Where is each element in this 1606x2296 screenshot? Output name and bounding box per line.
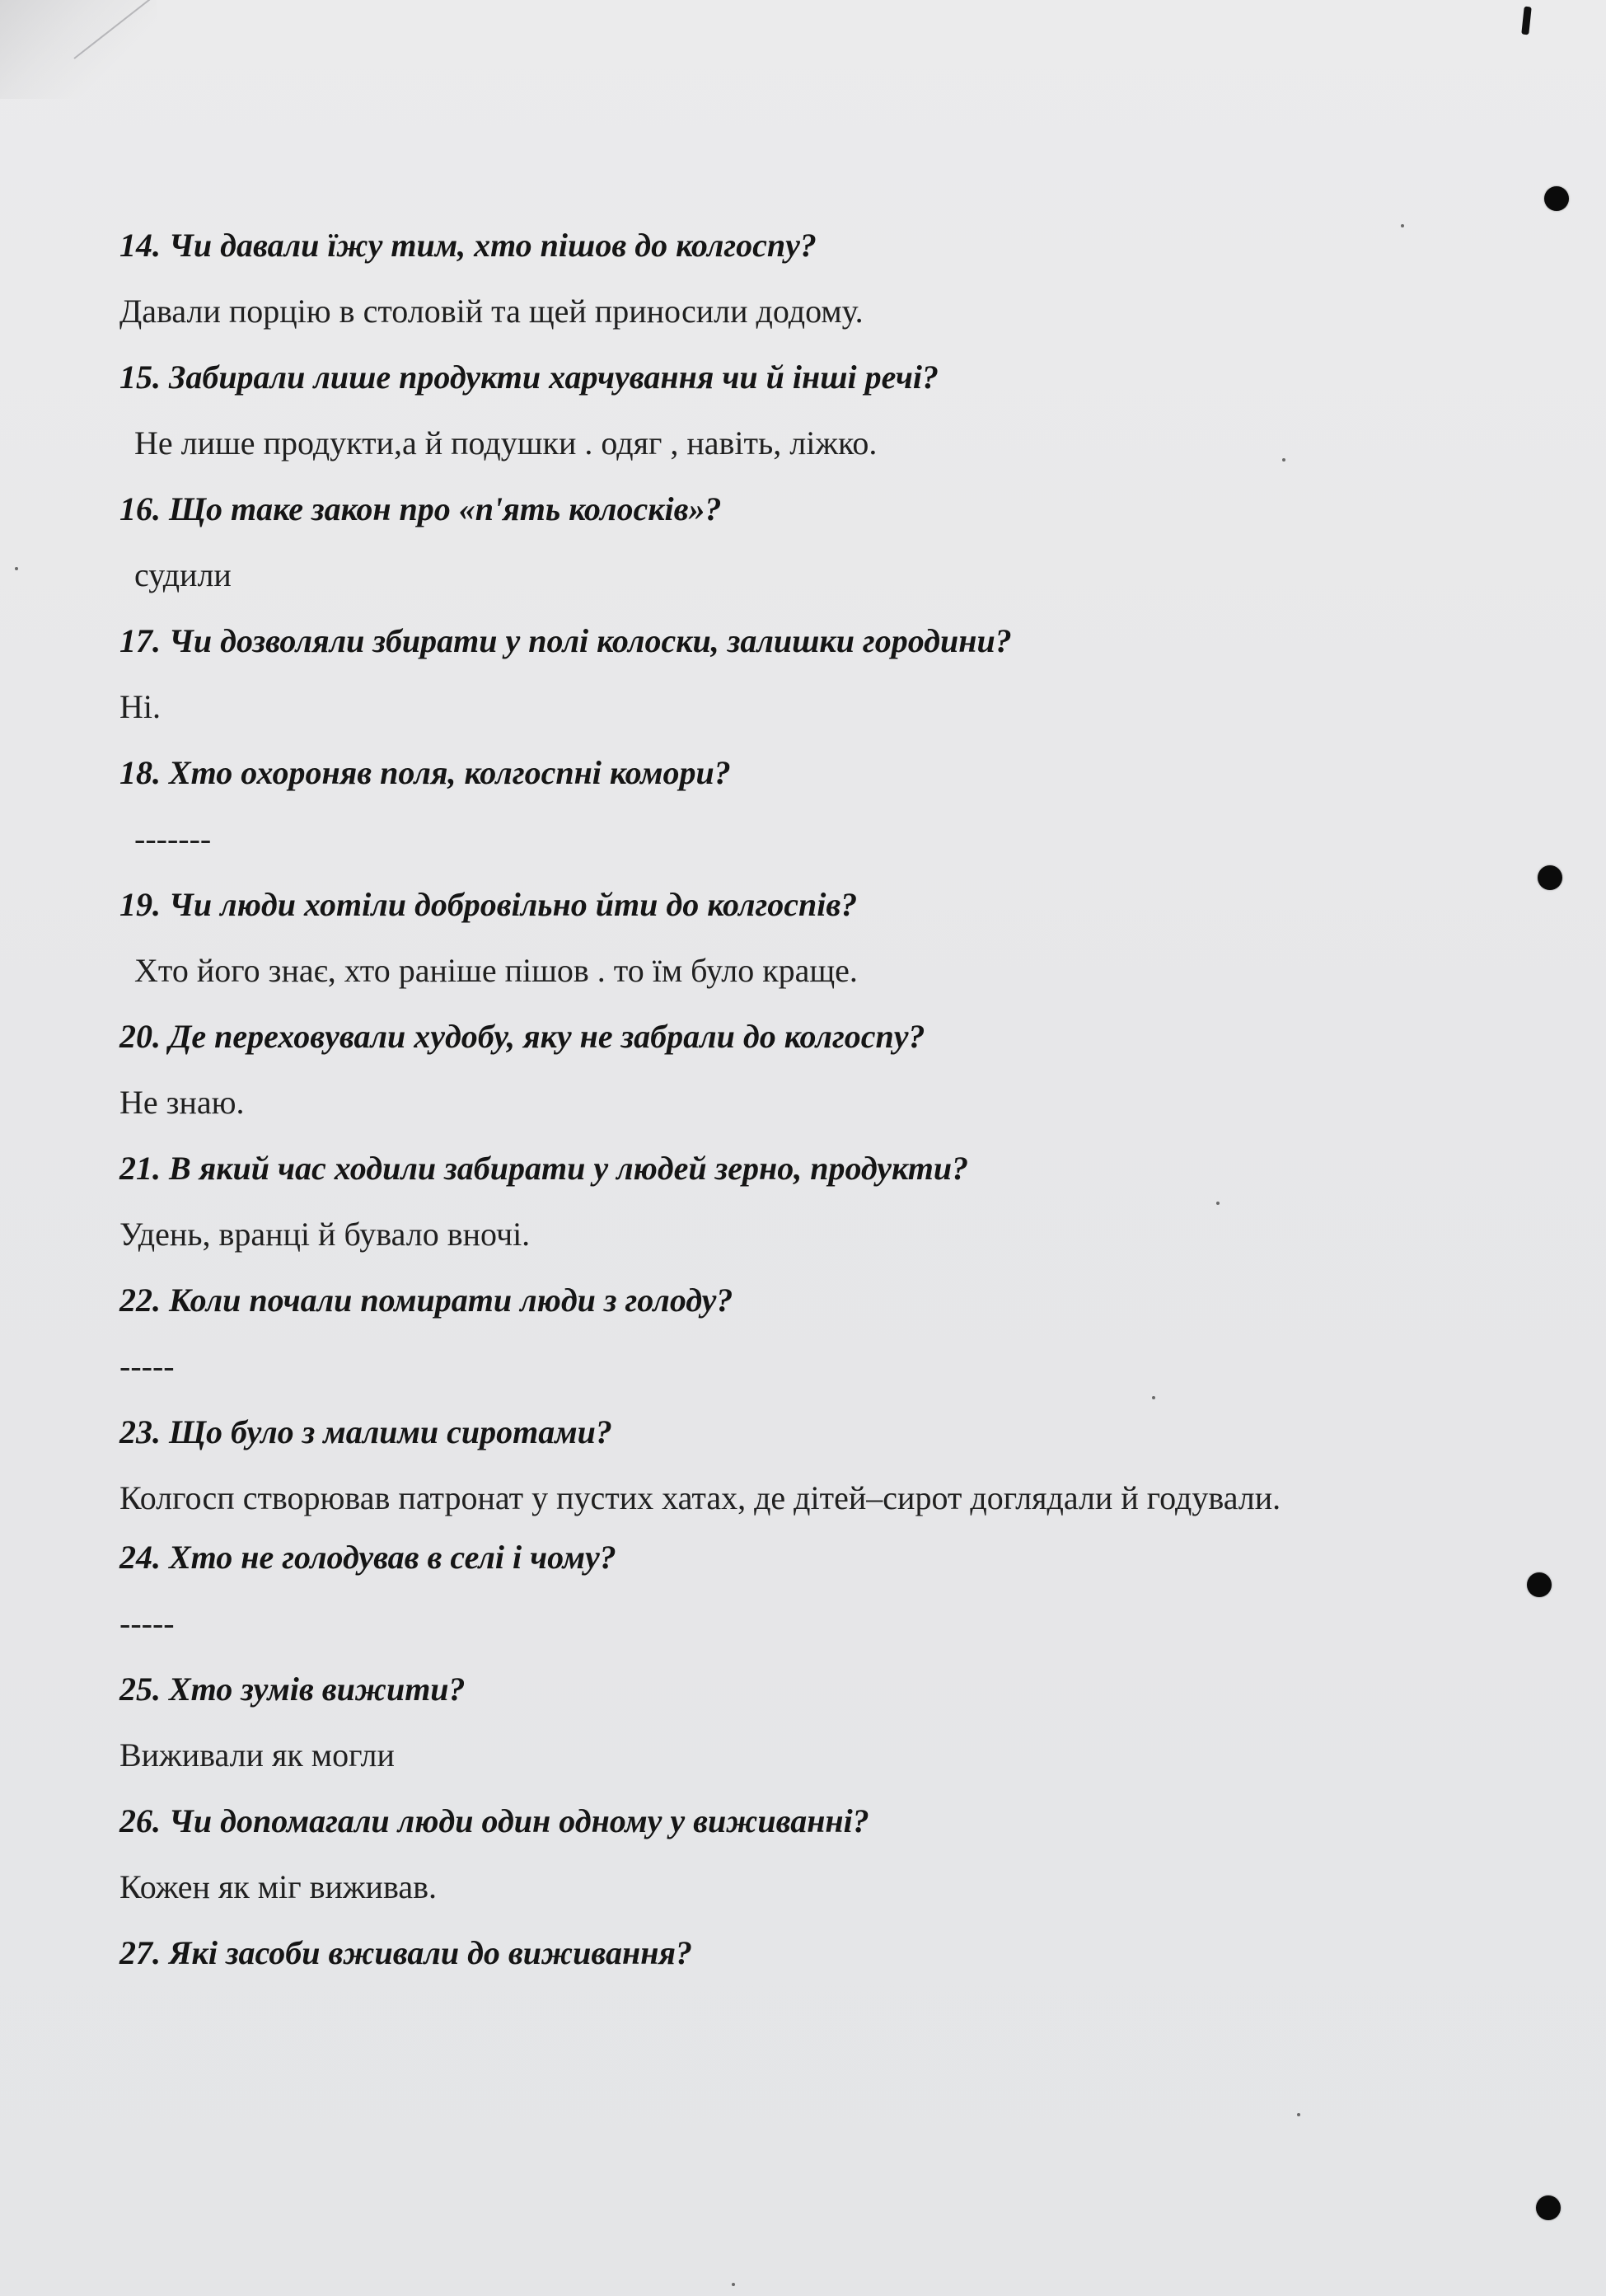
question-16: 16. Що таке закон про «п'ять колосків»? [119,490,722,527]
punch-hole [1538,865,1562,890]
question-25: 25. Хто зумів вижити? [119,1670,466,1708]
answer-26: Кожен як міг виживав. [119,1868,437,1905]
question-17: 17. Чи дозволяли збирати у полі колоски, залишки городини? [119,622,1012,659]
punch-hole [1536,2195,1561,2220]
punch-hole [1544,186,1569,211]
page-corner-shadow [0,0,157,99]
question-23: 23. Що було з малими сиротами? [119,1413,612,1450]
question-27: 27. Які засоби вживали до виживання? [119,1934,692,1971]
answer-20: Не знаю. [119,1084,245,1121]
answer-23: Колгосп створював патронат у пустих хатах, де дітей–сирот доглядали й годували. [119,1479,1281,1516]
question-20: 20. Де переховували худобу, яку не забрали до колгоспу? [119,1018,925,1055]
question-24: 24. Хто не голодував в селі і чому? [119,1539,616,1576]
answer-16: судили [134,556,232,593]
questionnaire [119,223,1454,1996]
question-19: 19. Чи люди хотіли добровільно йти до колгоспів? [119,886,858,923]
answer-19: Хто його знає, хто раніше пішов . то їм було краще. [134,952,858,989]
punch-hole [1527,1572,1552,1597]
question-14: 14. Чи давали їжу тим, хто пішов до колгоспу? [119,227,817,264]
question-21: 21. В який час ходили забирати у людей зерно, продукти? [119,1150,969,1187]
answer-14: Давали порцію в столовій та щей приносили додому. [119,293,864,330]
answer-18: ------- [134,820,212,857]
answer-17: Ні. [119,688,161,725]
question-22: 22. Коли почали помирати люди з голоду? [119,1282,733,1319]
question-26: 26. Чи допомагали люди один одному у виживанні? [119,1802,869,1839]
answer-24: ----- [119,1605,175,1642]
answer-25: Виживали як могли [119,1736,395,1774]
ink-mark [1521,7,1532,35]
speck [15,567,18,570]
answer-15: Не лише продукти,а й подушки . одяг , навіть, ліжко. [134,424,878,462]
answer-22: ----- [119,1347,175,1385]
speck [1297,2113,1300,2116]
answer-21: Удень, вранці й бувало вночі. [119,1216,531,1253]
question-18: 18. Хто охороняв поля, колгоспні комори? [119,754,731,791]
question-15: 15. Забирали лише продукти харчування чи й інші речі? [119,358,939,396]
speck [732,2283,735,2286]
